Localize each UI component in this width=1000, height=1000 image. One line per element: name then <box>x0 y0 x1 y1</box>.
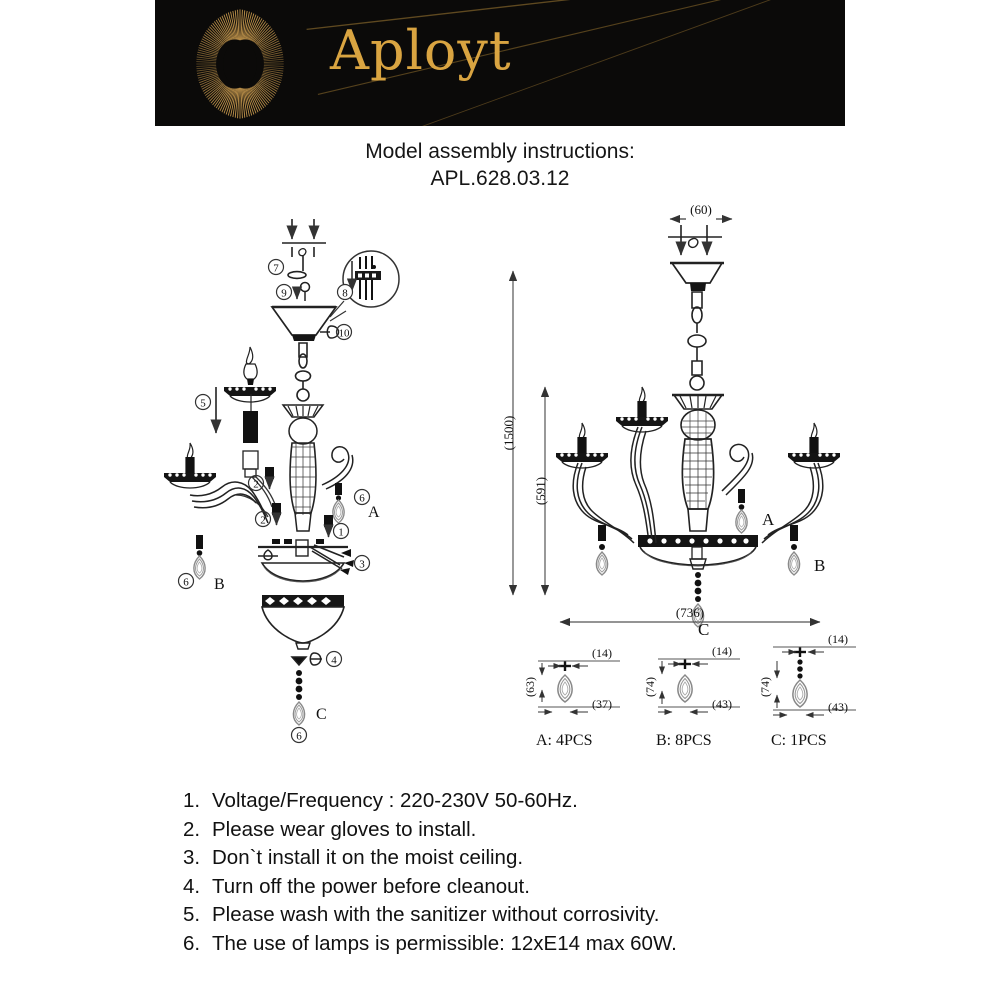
callout-3: 3 <box>359 558 365 571</box>
list-item-number: 6. <box>183 931 201 955</box>
part-A-height-dim: (63) <box>523 677 537 697</box>
callout-8: 8 <box>342 287 348 300</box>
part-C-qty: C: 1PCS <box>771 732 827 749</box>
wiring-detail-inset <box>330 251 399 321</box>
callout-4: 4 <box>331 654 337 667</box>
dim-label-1500: (1500) <box>501 415 516 451</box>
list-item-text: The use of lamps is permissible: 12xE14 max 60W. <box>212 931 677 955</box>
part-item-C <box>758 632 856 749</box>
exploded-assembly-diagram <box>164 219 399 743</box>
callout-2b: 2 <box>253 478 259 491</box>
crystal-label-A: A <box>762 510 775 529</box>
dim-label-736: (736) <box>675 605 705 620</box>
list-item-text: Turn off the power before cleanout. <box>212 874 530 898</box>
list-item-text: Don`t install it on the moist ceiling. <box>212 846 524 870</box>
part-item-A <box>523 646 620 749</box>
assembled-chandelier-drawing <box>501 202 840 639</box>
callout-6b: 6 <box>183 576 189 589</box>
part-A-bottom-dim: (37) <box>592 697 612 711</box>
callout-10: 10 <box>338 327 350 340</box>
callout-7: 7 <box>273 262 279 275</box>
callout-6c: 6 <box>296 730 302 743</box>
list-item-text: Please wash with the sanitizer without corrosivity. <box>212 903 660 927</box>
part-B-bottom-dim: (43) <box>712 697 732 711</box>
part-C-bottom-dim: (43) <box>828 700 848 714</box>
part-B-top-dim: (14) <box>712 644 732 658</box>
brand-header-banner <box>155 0 845 126</box>
callout-2a: 2 <box>260 514 266 527</box>
sunburst-logo-icon <box>180 4 300 124</box>
callout-9: 9 <box>281 287 287 300</box>
dimension-fixture-height <box>533 387 548 595</box>
list-item-text: Please wear gloves to install. <box>212 817 477 841</box>
part-B-qty: B: 8PCS <box>656 732 712 749</box>
crystal-label-C: C <box>698 620 710 639</box>
lamp-stack-exploded <box>216 347 276 477</box>
brand-wordmark: Aployt <box>330 19 512 82</box>
crystal-label-A-left: A <box>368 504 380 521</box>
dim-label-60: (60) <box>690 202 712 217</box>
part-B-height-dim: (74) <box>643 677 657 697</box>
list-item-number: 2. <box>183 817 201 841</box>
crystal-label-B-left: B <box>214 576 225 593</box>
part-C-height-dim: (74) <box>758 677 772 697</box>
list-item-number: 5. <box>183 903 201 927</box>
part-C-top-dim: (14) <box>828 632 848 646</box>
dimension-overall-width <box>560 605 820 622</box>
list-item <box>183 787 883 816</box>
list-item <box>183 901 883 930</box>
dim-label-591: (591) <box>533 476 548 506</box>
list-item-number: 1. <box>183 789 201 812</box>
part-item-B <box>643 644 740 749</box>
callout-1: 1 <box>338 526 344 539</box>
part-A-top-dim: (14) <box>592 646 612 660</box>
crystal-label-B: B <box>814 556 826 575</box>
list-item-number: 4. <box>183 874 201 898</box>
callout-5: 5 <box>200 397 206 410</box>
crystal-label-C-left: C <box>316 706 327 723</box>
title-line-1: Model assembly instructions: <box>365 140 635 163</box>
dimension-total-height <box>501 271 516 595</box>
callout-6a: 6 <box>359 492 365 505</box>
title-line-2: APL.628.03.12 <box>430 167 570 190</box>
page-title <box>0 138 1000 192</box>
list-item <box>183 844 883 873</box>
list-item-text: Voltage/Frequency : 220-230V 50-60Hz. <box>212 789 578 812</box>
instruction-list <box>183 787 883 959</box>
list-item-number: 3. <box>183 846 201 870</box>
dimension-canopy-width <box>670 202 732 219</box>
part-A-qty: A: 4PCS <box>536 732 593 749</box>
list-item <box>183 873 883 902</box>
list-item <box>183 930 883 959</box>
parts-quantity-table <box>520 630 890 755</box>
list-item <box>183 816 883 845</box>
